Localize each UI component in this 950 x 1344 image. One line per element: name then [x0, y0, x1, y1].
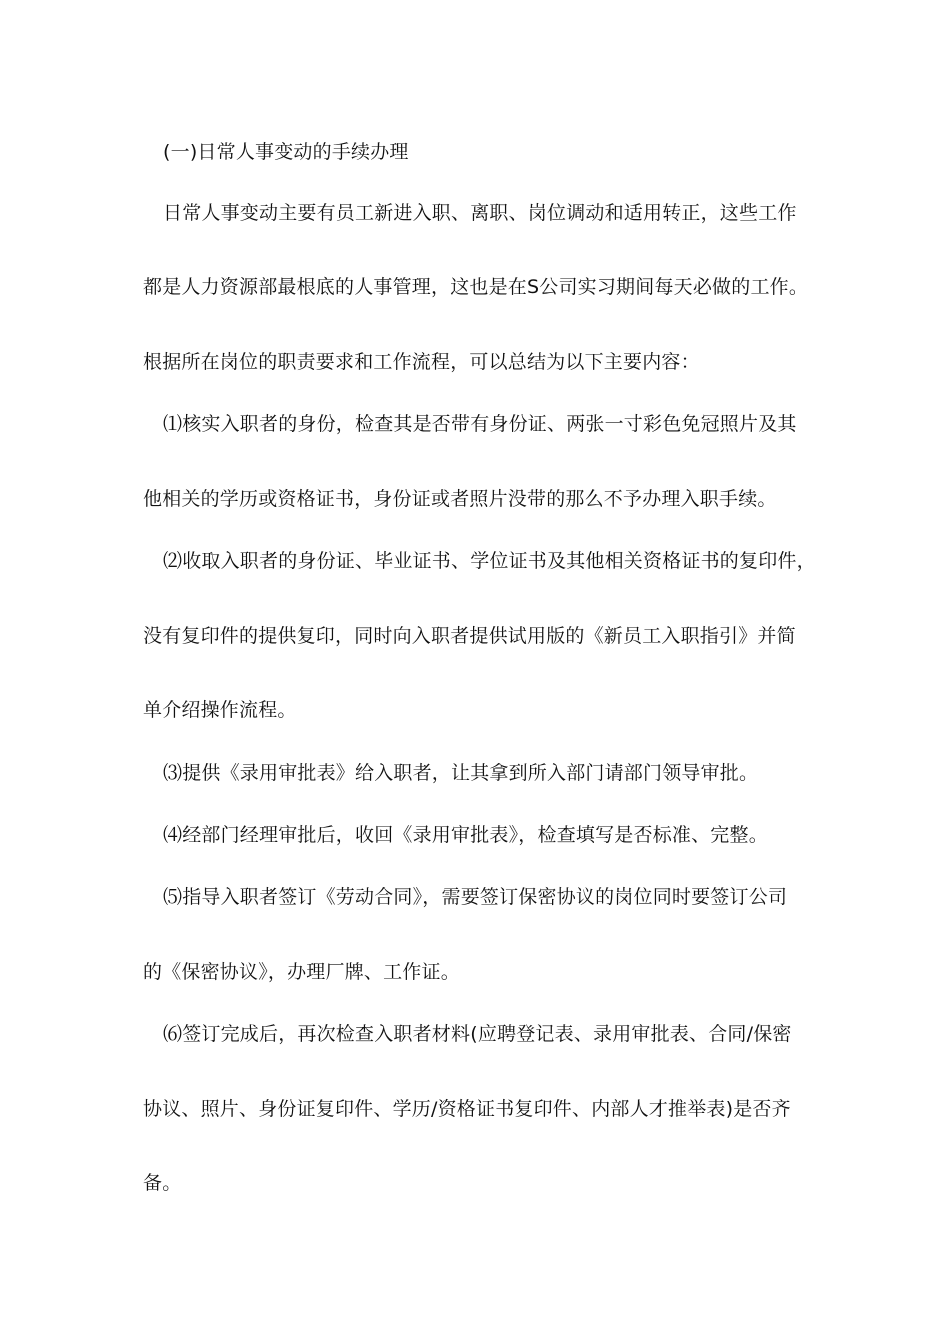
list-item-3: ⑶提供《录用审批表》给入职者，让其拿到所入部门请部门领导审批。: [163, 762, 759, 784]
paragraph-line: 日常人事变动主要有员工新进入职、离职、岗位调动和适用转正，这些工作: [163, 202, 797, 224]
list-item-5-line: 的《保密协议》，办理厂牌、工作证。: [143, 961, 460, 983]
list-item-5-line: ⑸指导入职者签订《劳动合同》，需要签订保密协议的岗位同时要签订公司: [163, 886, 788, 908]
section-heading: (一)日常人事变动的手续办理: [163, 141, 409, 163]
list-item-1-line: ⑴核实入职者的身份，检查其是否带有身份证、两张一寸彩色免冠照片及其: [163, 413, 797, 435]
paragraph-line: 根据所在岗位的职责要求和工作流程，可以总结为以下主要内容：: [143, 351, 700, 373]
list-item-2-line: 没有复印件的提供复印，同时向入职者提供试用版的《新员工入职指引》并简: [143, 625, 796, 647]
list-item-1-line: 他相关的学历或资格证书，身份证或者照片没带的那么不予办理入职手续。: [143, 488, 777, 510]
list-item-6-line: ⑹签订完成后，再次检查入职者材料(应聘登记表、录用审批表、合同/保密: [163, 1023, 792, 1045]
list-item-6-line: 备。: [143, 1172, 182, 1194]
list-item-2-line: ⑵收取入职者的身份证、毕业证书、学位证书及其他相关资格证书的复印件，: [163, 550, 816, 572]
list-item-4: ⑷经部门经理审批后，收回《录用审批表》，检查填写是否标准、完整。: [163, 824, 768, 846]
list-item-2-line: 单介绍操作流程。: [143, 699, 297, 721]
list-item-6-line: 协议、照片、身份证复印件、学历/资格证书复印件、内部人才推举表)是否齐: [143, 1098, 791, 1120]
paragraph-line: 都是人力资源部最根底的人事管理，这也是在S公司实习期间每天必做的工作。: [143, 276, 809, 298]
